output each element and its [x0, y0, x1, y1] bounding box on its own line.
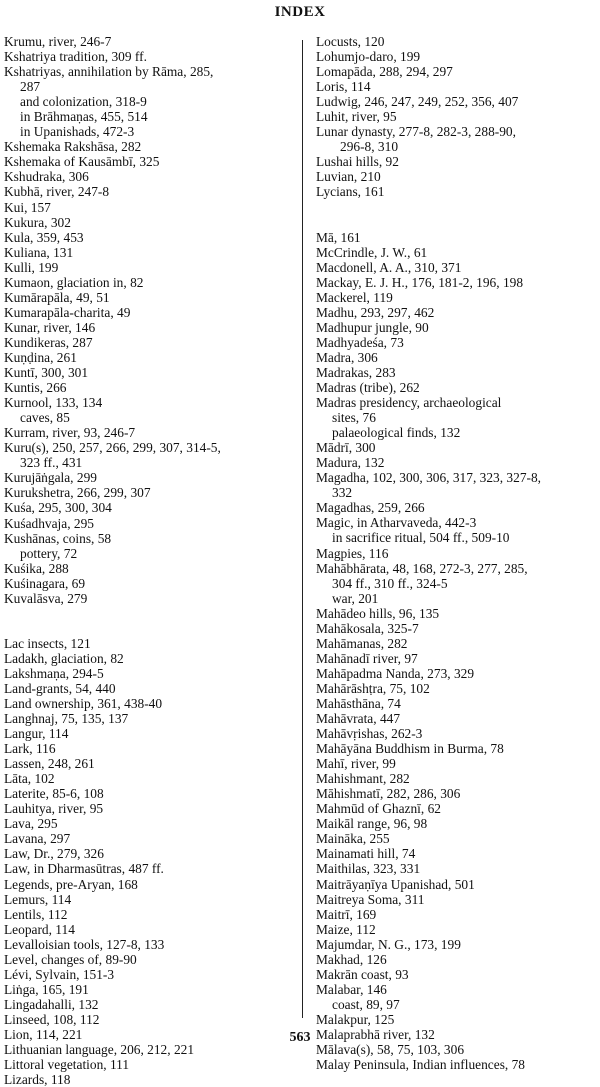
index-entry: Ludwig, 246, 247, 249, 252, 356, 407	[316, 94, 519, 110]
index-entry: Majumdar, N. G., 173, 199	[316, 936, 461, 952]
index-entry: Malabar, 146	[316, 981, 387, 997]
index-entry: Lithuanian language, 206, 212, 221	[4, 1042, 195, 1058]
letter-section-gap	[4, 606, 292, 636]
index-entry: Mackay, E. J. H., 176, 181-2, 196, 198	[316, 274, 524, 290]
index-entry: Kshatriya tradition, 309 ff.	[4, 49, 147, 65]
index-subentry: war, 201	[332, 590, 379, 606]
index-entry: McCrindle, J. W., 61	[316, 244, 428, 260]
index-entry: Malay Peninsula, Indian influences, 78	[316, 1057, 525, 1073]
index-entry: Magadha, 102, 300, 306, 317, 323, 327-8,	[316, 470, 542, 486]
index-entry: Langhnaj, 75, 135, 137	[4, 711, 129, 727]
index-column-left	[4, 34, 292, 1087]
index-entry: Mahishmant, 282	[316, 771, 410, 787]
index-subentry: caves, 85	[20, 410, 70, 426]
index-entry: Law, in Dharmasūtras, 487 ff.	[4, 861, 164, 877]
index-entry: Maitrī, 169	[316, 906, 377, 922]
index-entry: Kurujāṅgala, 299	[4, 470, 97, 486]
index-entry: Mahāyāna Buddhism in Burma, 78	[316, 741, 504, 757]
index-entry: Mahāvrata, 447	[316, 711, 401, 727]
index-entry: Kshemaka Rakshāsa, 282	[4, 139, 142, 155]
index-entry: Lassen, 248, 261	[4, 756, 95, 772]
index-entry: Mahārāshṭra, 75, 102	[316, 680, 430, 696]
index-subentry: pottery, 72	[20, 545, 78, 561]
index-entry: Kubhā, river, 247-8	[4, 184, 110, 200]
letter-section-gap	[316, 200, 598, 230]
column-divider	[302, 40, 303, 1018]
index-entry: Kuliana, 131	[4, 244, 74, 260]
index-subentry: 304 ff., 310 ff., 324-5	[332, 575, 448, 591]
index-entry: Kui, 157	[4, 199, 51, 215]
index-entry: Māhishmatī, 282, 286, 306	[316, 786, 461, 802]
index-entry: Kuru(s), 250, 257, 266, 299, 307, 314-5,	[4, 440, 221, 456]
index-subentry: in Brāhmaṇas, 455, 514	[20, 109, 148, 125]
index-entry: Madhu, 293, 297, 462	[316, 304, 435, 320]
index-entry: Krumu, river, 246-7	[4, 34, 112, 49]
index-entry: Laterite, 85-6, 108	[4, 786, 104, 802]
index-entry: Maize, 112	[316, 921, 376, 937]
index-entry: Magpies, 116	[316, 545, 389, 561]
index-entry: Kuśa, 295, 300, 304	[4, 500, 112, 516]
index-entry: Ladakh, glaciation, 82	[4, 650, 124, 666]
index-entry: Kshemaka of Kausāmbī, 325	[4, 154, 160, 170]
index-entry: Langur, 114	[4, 726, 69, 742]
index-entry: Lion, 114, 221	[4, 1027, 83, 1042]
index-entry: Mahāvṛishas, 262-3	[316, 726, 423, 742]
index-entry: Law, Dr., 279, 326	[4, 846, 104, 862]
index-entry: Kuśika, 288	[4, 560, 69, 576]
index-entry: Lāta, 102	[4, 771, 55, 787]
index-entry: Lushai hills, 92	[316, 154, 399, 170]
index-entry: Littoral vegetation, 111	[4, 1057, 130, 1073]
index-entry: Mahādeo hills, 96, 135	[316, 605, 440, 621]
index-entry: Madras presidency, archaeological	[316, 395, 502, 411]
index-entry: Land ownership, 361, 438-40	[4, 695, 163, 711]
index-entry: Mackerel, 119	[316, 289, 393, 305]
index-entry: Kuntis, 266	[4, 380, 67, 396]
index-entry: Lycians, 161	[316, 184, 385, 200]
index-entry: Lingadahalli, 132	[4, 996, 99, 1012]
index-entry: Kuśadhvaja, 295	[4, 515, 94, 531]
index-entry: Malakpur, 125	[316, 1011, 395, 1027]
index-entry: Magadhas, 259, 266	[316, 500, 425, 516]
index-entry: Lac insects, 121	[4, 635, 91, 651]
index-entry: Madhupur jungle, 90	[316, 319, 429, 335]
index-entry: Kuntī, 300, 301	[4, 365, 89, 381]
index-entry: Lunar dynasty, 277-8, 282-3, 288-90,	[316, 124, 516, 140]
index-entry: Kundikeras, 287	[4, 334, 93, 350]
index-entry: Kushānas, coins, 58	[4, 530, 112, 546]
index-entry: Kukura, 302	[4, 214, 71, 230]
index-entry: Kuṇḍina, 261	[4, 349, 77, 365]
index-subentry: 296-8, 310	[340, 139, 399, 155]
index-entry: Mālava(s), 58, 75, 103, 306	[316, 1042, 465, 1058]
index-entry: Madras (tribe), 262	[316, 379, 420, 395]
index-subentry: 332	[332, 485, 353, 501]
index-entry: Kshatriyas, annihilation by Rāma, 285,	[4, 64, 214, 80]
index-entry: Kshudraka, 306	[4, 169, 89, 185]
index-entry: Madra, 306	[316, 349, 378, 365]
index-entry: Kumārapāla, 49, 51	[4, 289, 110, 305]
index-entry: Madura, 132	[316, 455, 385, 471]
index-entry: Lévi, Sylvain, 151-3	[4, 966, 115, 982]
index-entry: Mādrī, 300	[316, 440, 376, 456]
index-entry: Land-grants, 54, 440	[4, 680, 116, 696]
page-number: 563	[289, 1030, 311, 1045]
index-entry: Liṅga, 165, 191	[4, 981, 89, 997]
index-entry: Malaprabhā river, 132	[316, 1027, 435, 1042]
index-entry: Lava, 295	[4, 816, 58, 832]
index-entry: Loris, 114	[316, 79, 371, 95]
index-entry: Lemurs, 114	[4, 891, 72, 907]
index-entry: Lark, 116	[4, 741, 56, 757]
index-subentry: coast, 89, 97	[332, 996, 400, 1012]
index-entry: Macdonell, A. A., 310, 371	[316, 259, 462, 275]
index-entry: Lentils, 112	[4, 906, 68, 922]
index-entry: Mahānadī river, 97	[316, 650, 418, 666]
index-entry: Kurram, river, 93, 246-7	[4, 425, 136, 441]
index-entry: Kulli, 199	[4, 259, 59, 275]
index-entry: Maināka, 255	[316, 831, 390, 847]
index-entry: Makhad, 126	[316, 951, 387, 967]
index-entry: Luvian, 210	[316, 169, 381, 185]
index-entry: Lizards, 118	[4, 1072, 71, 1087]
index-entry: Kurnool, 133, 134	[4, 395, 103, 411]
index-subentry: sites, 76	[332, 410, 376, 426]
index-entry: Maitrāyaṇīya Upanishad, 501	[316, 876, 475, 892]
index-entry: Kuśinagara, 69	[4, 575, 86, 591]
index-entry: Kuvalāsva, 279	[4, 590, 88, 606]
index-entry: Locusts, 120	[316, 34, 385, 49]
index-entry: Mahākosala, 325-7	[316, 620, 419, 636]
index-entry: Mahāpadma Nanda, 273, 329	[316, 665, 475, 681]
index-entry: Legends, pre-Aryan, 168	[4, 876, 138, 892]
index-entry: Maikāl range, 96, 98	[316, 816, 428, 832]
index-entry: Makrān coast, 93	[316, 966, 409, 982]
index-entry: Levalloisian tools, 127-8, 133	[4, 936, 165, 952]
index-column-right	[316, 34, 598, 1072]
index-entry: Magic, in Atharvaveda, 442-3	[316, 515, 477, 531]
index-entry: Mahāmanas, 282	[316, 635, 408, 651]
index-entry: Linseed, 108, 112	[4, 1011, 100, 1027]
index-entry: Kula, 359, 453	[4, 229, 84, 245]
index-entry: Mā, 161	[316, 229, 361, 245]
index-entry: Luhit, river, 95	[316, 109, 397, 125]
index-entry: Level, changes of, 89-90	[4, 951, 137, 967]
index-entry: Mahābhārata, 48, 168, 272-3, 277, 285,	[316, 560, 528, 576]
page-header: INDEX	[274, 4, 326, 20]
index-entry: Madhyadeśa, 73	[316, 334, 404, 350]
index-entry: Mahī, river, 99	[316, 756, 396, 772]
index-subentry: in sacrifice ritual, 504 ff., 509-10	[332, 530, 510, 546]
index-entry: Lavana, 297	[4, 831, 71, 847]
index-entry: Kumarapāla-charita, 49	[4, 304, 131, 320]
index-entry: Kunar, river, 146	[4, 319, 96, 335]
index-entry: Kumaon, glaciation in, 82	[4, 274, 144, 290]
index-entry: Maithilas, 323, 331	[316, 861, 421, 877]
index-subentry: 287	[20, 79, 41, 95]
index-entry: Kurukshetra, 266, 299, 307	[4, 485, 151, 501]
index-entry: Maitreya Soma, 311	[316, 891, 425, 907]
index-entry: Lohumjo-daro, 199	[316, 49, 421, 65]
index-entry: Lakshmaṇa, 294-5	[4, 665, 104, 681]
index-entry: Lauhitya, river, 95	[4, 801, 104, 817]
index-subentry: palaeological finds, 132	[332, 425, 461, 441]
index-subentry: in Upanishads, 472-3	[20, 124, 135, 140]
index-subentry: 323 ff., 431	[20, 455, 83, 471]
index-entry: Mahāsthāna, 74	[316, 695, 401, 711]
index-entry: Mahmūd of Ghaznī, 62	[316, 801, 441, 817]
index-subentry: and colonization, 318-9	[20, 94, 147, 110]
index-entry: Lomapāda, 288, 294, 297	[316, 64, 453, 80]
index-entry: Madrakas, 283	[316, 364, 396, 380]
index-entry: Mainamati hill, 74	[316, 846, 416, 862]
index-entry: Leopard, 114	[4, 921, 75, 937]
